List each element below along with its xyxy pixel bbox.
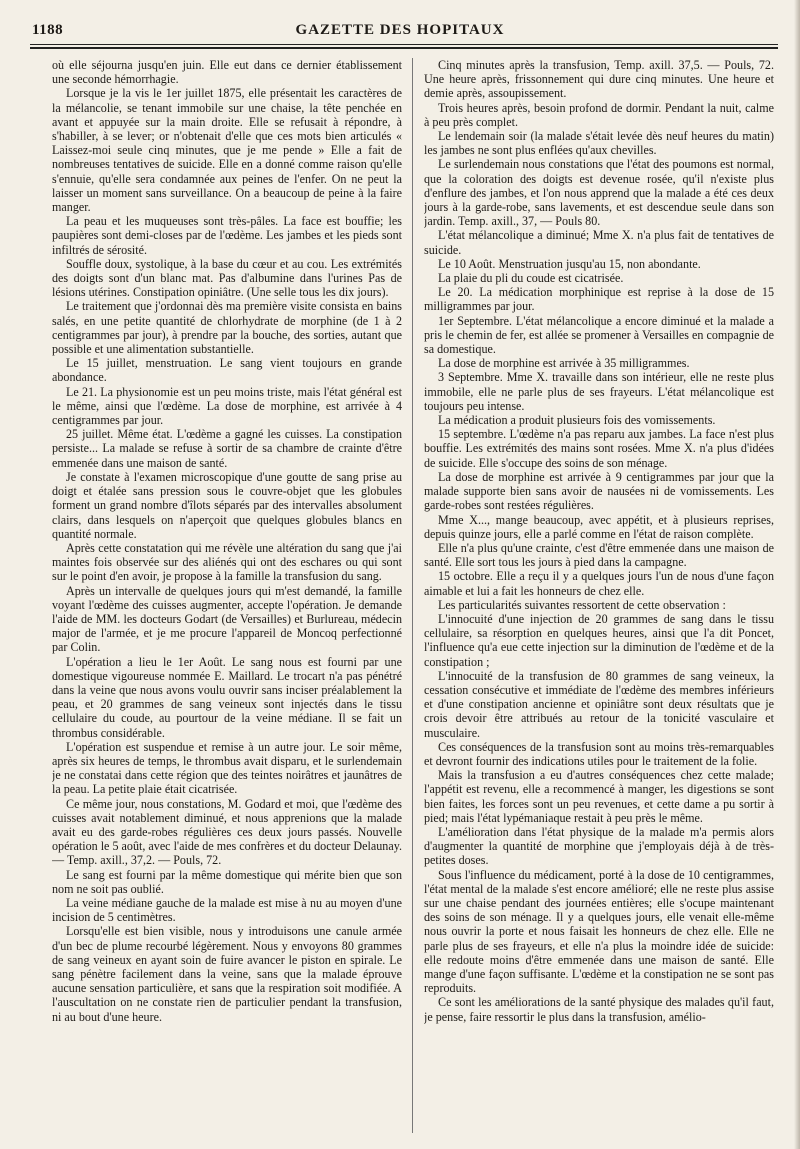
paragraph: La plaie du pli du coude est cicatrisée. — [438, 271, 624, 286]
paragraph: Les particularités suivantes ressortent de cette observation : — [438, 597, 726, 612]
paragraph: L'innocuité de la transfusion de 80 grammes de sang veineux, la cessation consécutive et immédiate de l'œdème des membres inférieurs et d'une constipation ancienne et opiniâtre sont deux résultats que je crois devoir être attribués au retour de la tonicité vasculaire et musculaire. — [424, 668, 774, 740]
paragraph: Après un intervalle de quelques jours qui m'est demandé, la famille voyant l'œdème des cuisses augmenter, accepte l'opération. Je demande l'aide de MM. les docteurs Godart (de Versailles) et Burlureau, médecin major de l'armée, et je me procure l'appareil de Moncoq perfectionné par Colin. — [52, 583, 402, 655]
paragraph: L'innocuité d'une injection de 20 grammes de sang dans le tissu cellulaire, sa résorption en quelques heures, ainsi que l'a dit Poncet, l'influence qu'a eue cette injection sur la diminution de l'œdème et de la constipation ; — [424, 611, 774, 669]
paragraph: Elle n'a plus qu'une crainte, c'est d'être emmenée dans une maison de santé. Elle sort tous les jours à pied dans la campagne. — [424, 540, 774, 570]
page-header — [30, 18, 770, 44]
paragraph: Lorsque je la vis le 1er juillet 1875, elle présentait les caractères de la mélancolie, se tenant immobile sur une chaise, la tête penchée en avant et appuyée sur la main droite. Elle se refusait à répondre, à s'habiller, à se lever; or n'obtenait d'elle que ces mots bien articulés « Laissez-moi seule cinq minutes, que je me pende » Elle a fait de nombreuses tentatives de suicide. Elle en a donné comme raison qu'elle s'ennuie, qu'elle sera condamnée aux peines de l'enfer. On ne peut la laisser un moment sans surveillance. On a beaucoup de peine à la faire manger. — [52, 86, 402, 215]
paragraph: Le surlendemain nous constations que l'état des poumons est normal, que la coloration des doigts est devenue rosée, qu'il n'existe plus d'enflure des jambes, et l'on nous apprend que la malade a été ces deux jours à la garde-robe, sans lavements, et est descendue seule dans son jardin. Temp. axill., 37, — Pouls 80. — [424, 157, 774, 229]
paragraph: 25 juillet. Même état. L'œdème a gagné les cuisses. La constipation persiste... La malade se refuse à sortir de sa chambre de crainte d'être emmenée dans une maison de santé. — [52, 427, 402, 470]
page-number: 1188 — [32, 22, 64, 38]
left-column — [52, 58, 402, 1138]
paragraph: La veine médiane gauche de la malade est mise à nu au moyen d'une incision de 5 centimètres. — [52, 895, 402, 925]
paragraph: Ce même jour, nous constations, M. Godard et moi, que l'œdème des cuisses avait notablement diminué, et nous apprenions que la malade avait eu des garde-robes régulières ces deux jours passés. Nouvelle opération le 5 août, avec l'aide de mes confrères et du docteur Delaunay. — Temp. axill., 37,2. — Pouls, 72. — [52, 796, 402, 868]
paragraph: Ce sont les améliorations de la santé physique des malades qu'il faut, je pense, faire ressortir le plus dans la transfusion, amélio- — [424, 995, 774, 1024]
paragraph: La peau et les muqueuses sont très-pâles. La face est bouffie; les paupières sont demi-closes par de l'œdème. Les jambes et les pieds sont infiltrés de sérosité. — [52, 214, 402, 257]
paragraph: Mme X..., mange beaucoup, avec appétit, et à plusieurs reprises, depuis quinze jours, elle a parlé comme en l'état de raison complète. — [424, 512, 774, 541]
header-double-rule — [30, 47, 778, 49]
paragraph: Mais la transfusion a eu d'autres conséquences chez cette malade; l'appétit est revenu, elle a recommencé à manger, les digestions se sont bien faites, les forces sont un peu revenues, et cette dame a pu sortir à pied; mais l'état lypémaniaque restait à peu près le même. — [424, 768, 774, 825]
paragraph: La dose de morphine est arrivée à 35 milligrammes. — [438, 356, 690, 371]
paragraph: Le sang est fourni par la même domestique qui mérite bien que son nom ne soit pas oublié. — [52, 867, 402, 896]
column-divider — [412, 58, 413, 1133]
paragraph: Trois heures après, besoin profond de dormir. Pendant la nuit, calme à peu près complet. — [424, 100, 774, 129]
paragraph: 3 Septembre. Mme X. travaille dans son intérieur, elle ne reste plus immobile, elle ne parle plus de ses frayeurs. L'état mélancolique est toujours peu intense. — [424, 370, 774, 413]
paragraph: Je constate à l'examen microscopique d'une goutte de sang prise au doigt et étalée sans pression sous le couvre-objet que les globules forment un grand nombre d'îlots séparés par des intervalles absolument clairs, dans lesquels on n'aperçoit que quelques globules blancs en quantité normale. — [52, 469, 402, 541]
paragraph: Sous l'influence du médicament, porté à la dose de 10 centigrammes, l'état mental de la malade s'est encore amélioré; elle ne reste plus assise sur une chaise pendant des journées entières; elle s'ocupe maintenant des soins de son ménage. Il y a quelques jours, elle venait elle-même nous ouvrir la porte et nous faisait les honneurs de chez elle. Elle ne parle plus de ses frayeurs, et elle n'a plus la moindre idée de suicide: elle redoute moins d'être emmenée dans une maison de santé. Elle mange d'une façon suffisante. L'œdème et la constipation ne se sont pas reproduits. — [424, 867, 774, 996]
paragraph: où elle séjourna jusqu'en juin. Elle eut dans ce dernier établissement une seconde hémorrhagie. — [52, 58, 402, 87]
paragraph: Ces conséquences de la transfusion sont au moins très-remarquables et devront fournir des indications utiles pour le traitement de la folie. — [424, 739, 774, 768]
paragraph: Le traitement que j'ordonnai dès ma première visite consista en bains salés, en une petite quantité de chlorhydrate de morphine (de 1 à 2 centigrammes par jour), à prendre par la bouche, des sorties, autant que possible et une alimentation substantielle. — [52, 299, 402, 357]
paragraph: L'état mélancolique a diminué; Mme X. n'a plus fait de tentatives de suicide. — [424, 228, 774, 257]
paragraph: Souffle doux, systolique, à la base du cœur et au cou. Les extrémités des doigts sont d'un blanc mat. Pas d'albumine dans l'urines Pas de lésions utérines. Constipation opiniâtre. (Une selle tous les dix jours). — [52, 256, 402, 300]
paragraph: 1er Septembre. L'état mélancolique a encore diminué et la malade a pris le chemin de fer, est allée se promener à Versailles en compagnie de sa domestique. — [424, 313, 774, 357]
paragraph: La dose de morphine est arrivée à 9 centigrammes par jour que la malade supporte bien sans avoir de nausées ni de vomissements. Les garde-robes sont restées régulières. — [424, 469, 774, 513]
paragraph: Lorsqu'elle est bien visible, nous y introduisons une canule armée d'un bec de plume recourbé légèrement. Nous y envoyons 80 grammes de sang veineux en ayant soin de fuire avancer le piston en spirale. Le sang pénètre facilement dans la veine, sans que la malade éprouve aucune sensation particulière, et sans que la respiration soit modifiée. A l'auscultation on ne constate rien de particulier pendant la transfusion, ni au bout d'une heure. — [52, 924, 402, 1024]
paragraph: Cinq minutes après la transfusion, Temp. axill. 37,5. — Pouls, 72. Une heure après, frissonnement qui dure cinq minutes. Une heure et demie après, assoupissement. — [424, 58, 774, 101]
paragraph: L'opération a lieu le 1er Août. Le sang nous est fourni par une domestique vigoureuse nommée E. Maillard. Le trocart n'a pas pénétré dans la veine que nous avons voulu ouvrir sans inciser préalablement la peau, et 20 grammes de sang veineux sont injectés dans le tissu cellulaire du coude, au pourtour de la veine médiane. Il se fait un thrombus considérable. — [52, 654, 402, 740]
paragraph: Le lendemain soir (la malade s'était levée dès neuf heures du matin) les jambes ne sont plus enflées qu'aux chevilles. — [424, 129, 774, 158]
header-rule — [30, 44, 778, 45]
paragraph: Le 10 Août. Menstruation jusqu'au 15, non abondante. — [438, 256, 701, 271]
page-edge-shadow — [794, 0, 800, 1149]
paragraph: Le 15 juillet, menstruation. Le sang vient toujours en grande abondance. — [52, 356, 402, 385]
right-column — [424, 58, 774, 1138]
paragraph: La médication a produit plusieurs fois des vomissements. — [438, 413, 716, 428]
paragraph: 15 septembre. L'œdème n'a pas reparu aux jambes. La face n'est plus bouffie. Les extrémités des mains sont rosées. Mme X. n'a plus d'idées de suicide. Elle s'occupe des soins de son ménage. — [424, 427, 774, 470]
publication-title: GAZETTE DES HOPITAUX — [295, 22, 505, 38]
paragraph: Le 21. La physionomie est un peu moins triste, mais l'état général est le même, ainsi que l'œdème. La dose de morphine, est arrivée à 4 centigrammes par jour. — [52, 384, 402, 428]
paragraph: L'amélioration dans l'état physique de la malade m'a permis alors d'augmenter la quantité de morphine que j'employais déjà à de très-petites doses. — [424, 824, 774, 868]
paragraph: L'opération est suspendue et remise à un autre jour. Le soir même, après six heures de temps, le thrombus avait disparu, et le surlendemain je ne constatai dans cette région que des teintes noirâtres et jaunâtres de la peau. La petite plaie était cicatrisée. — [52, 739, 402, 797]
paragraph: 15 octobre. Elle a reçu il y a quelques jours l'un de nous d'une façon aimable et lui a fait les honneurs de chez elle. — [424, 569, 774, 598]
paragraph: Le 20. La médication morphinique est reprise à la dose de 15 milligrammes par jour. — [424, 285, 774, 314]
paragraph: Après cette constatation qui me révèle une altération du sang que j'ai maintes fois observée sur des aliénés qui ont des eschares ou qui sont sur le point d'en avoir, je propose à la famille la transfusion du sang. — [52, 540, 402, 584]
